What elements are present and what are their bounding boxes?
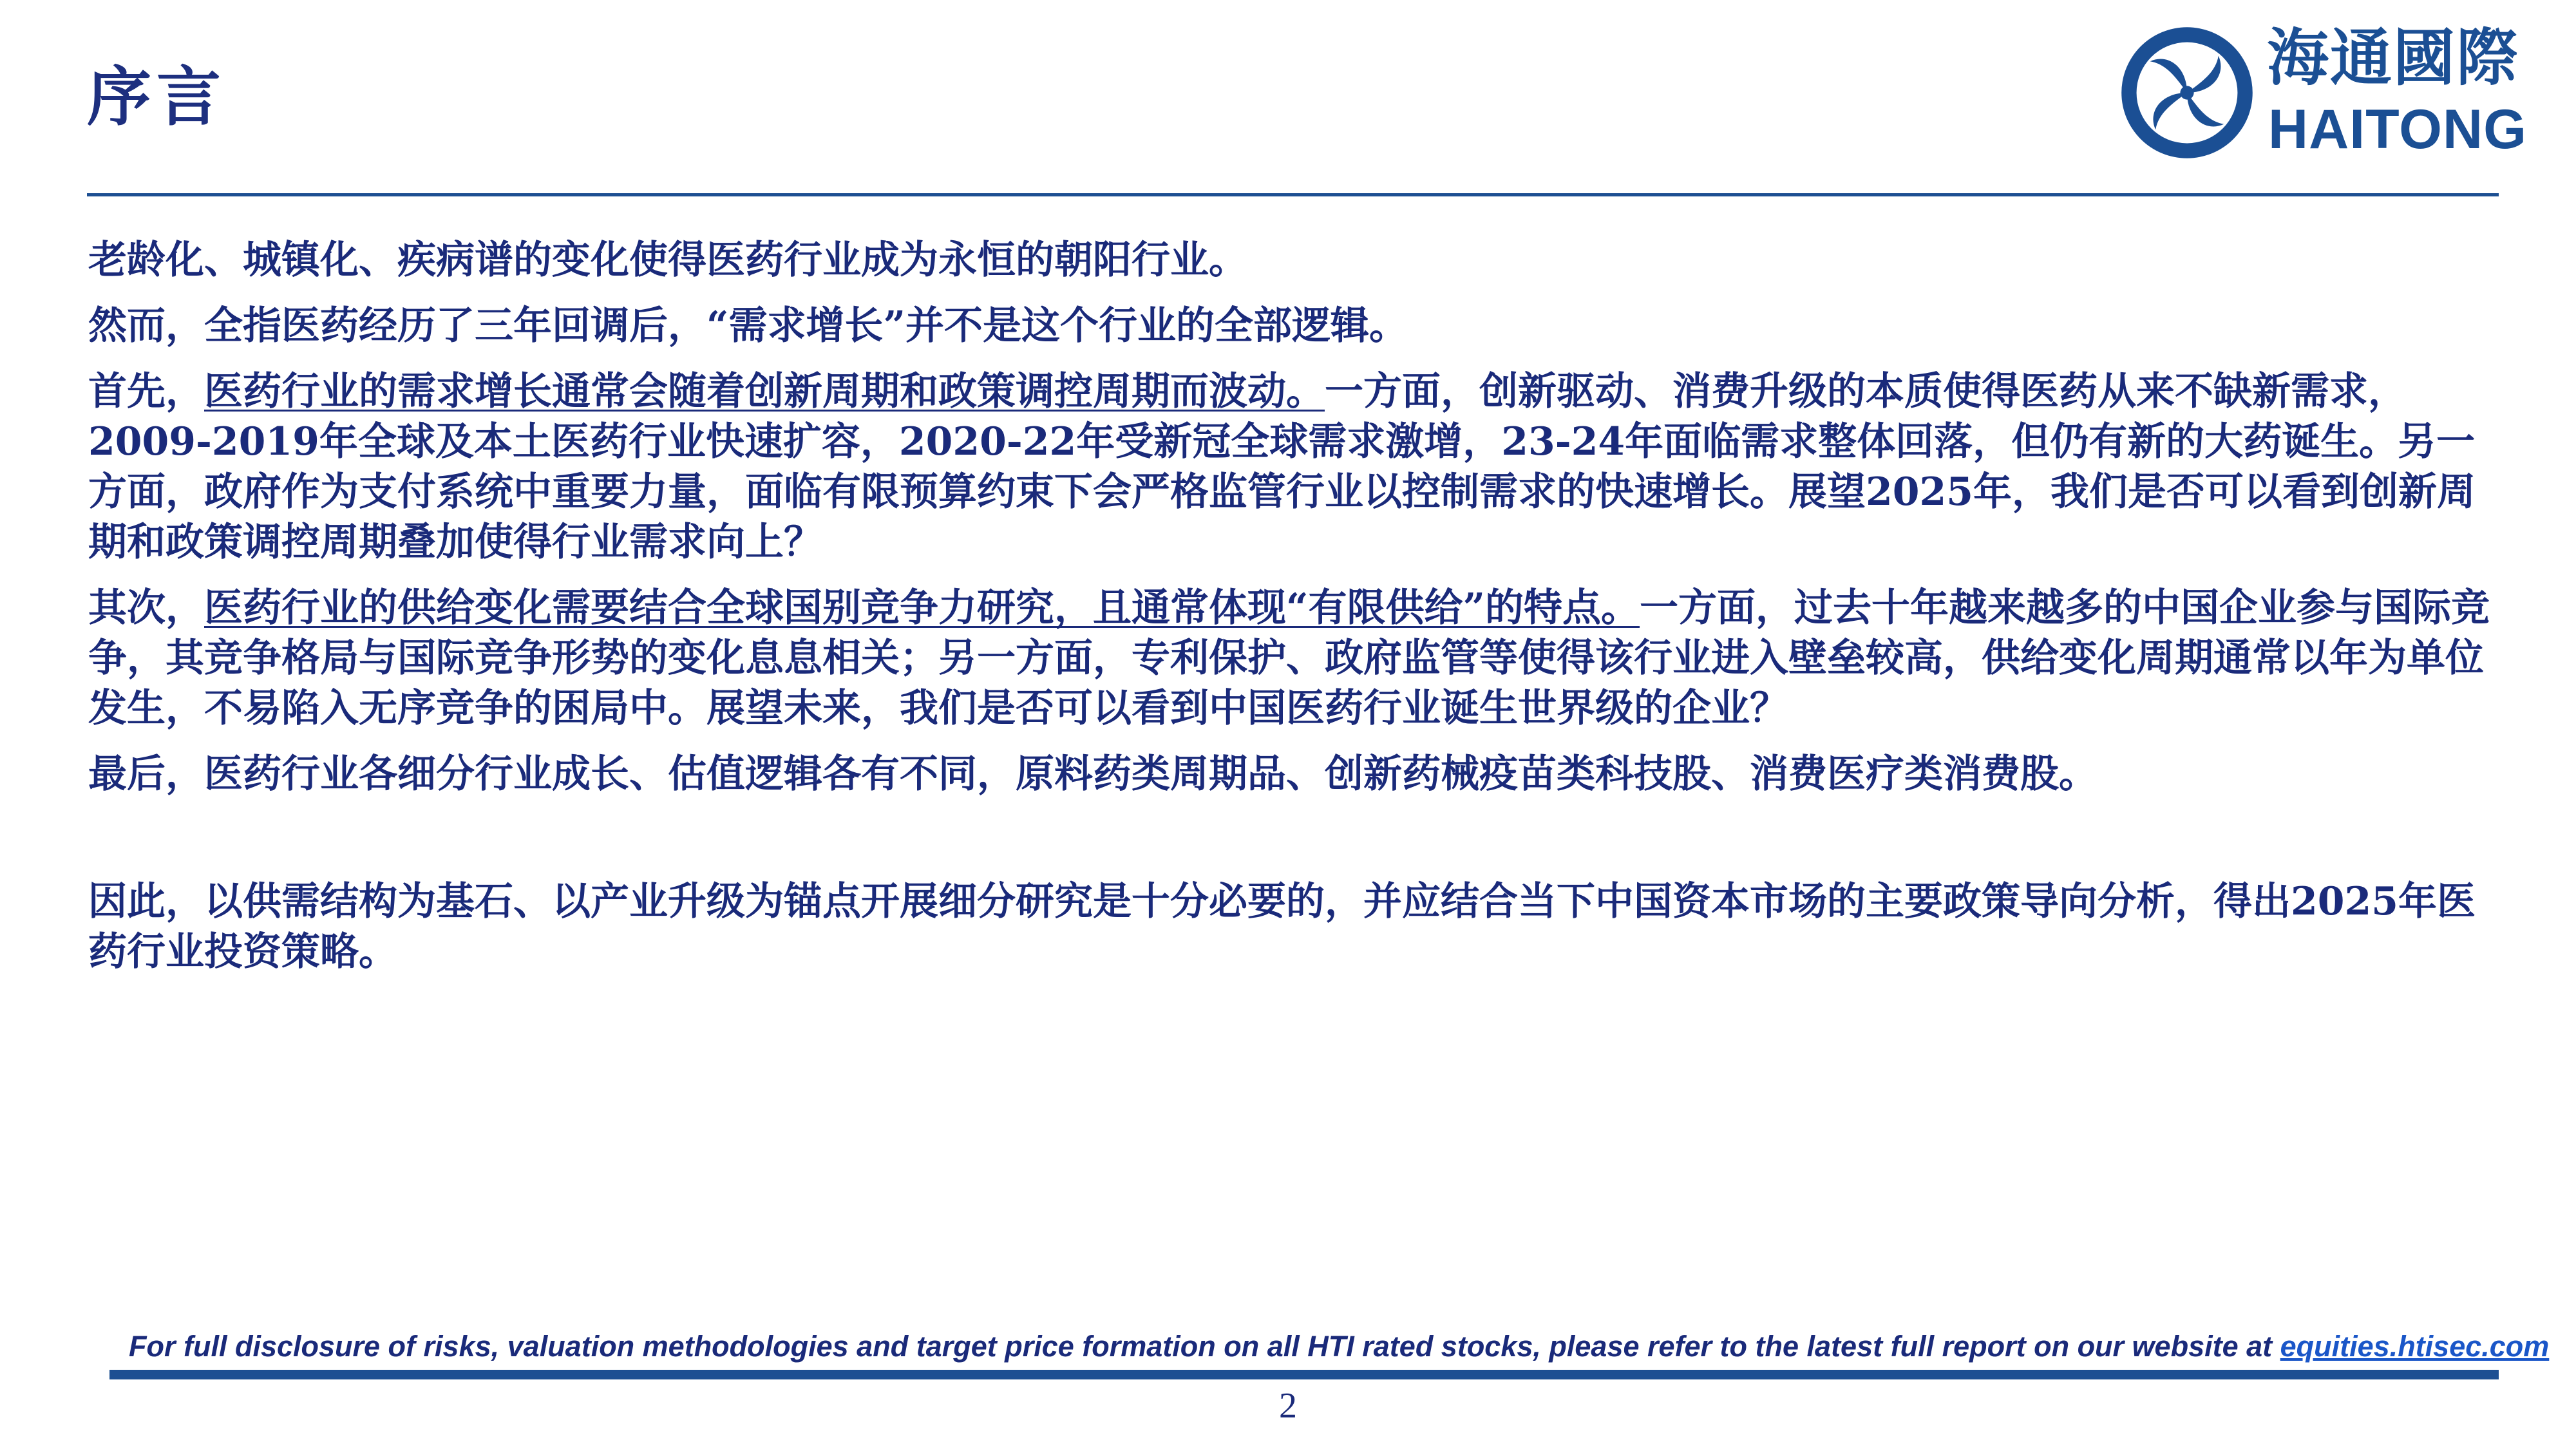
preface-body	[88, 235, 2500, 992]
haitong-logo	[2119, 22, 2527, 163]
footer-disclaimer	[129, 1332, 2549, 1361]
header-divider	[87, 193, 2499, 196]
paragraph-3-lead: 首先，	[88, 369, 204, 414]
page-title: 序言	[87, 59, 226, 135]
paragraph-4-lead: 其次，	[88, 585, 204, 630]
paragraph-3-highlight: 医药行业的需求增长通常会随着创新周期和政策调控周期而波动。	[204, 369, 1325, 414]
paragraph-4	[88, 583, 2500, 734]
paragraph-1: 老龄化、城镇化、疾病谱的变化使得医药行业成为永恒的朝阳行业。	[88, 238, 1247, 283]
page-number: 2	[1279, 1386, 1297, 1426]
website-link[interactable]: equities.htisec.com	[2280, 1330, 2550, 1363]
paragraph-3	[88, 366, 2500, 567]
paragraph-2: 然而，全指医药经历了三年回调后，“需求增长”并不是这个行业的全部逻辑。	[88, 303, 1408, 348]
paragraph-3-body: 一方面，创新驱动、消费升级的本质使得医药从来不缺新需求，2009-2019年全球及本土医药行业快速扩容，2020-22年受新冠全球需求激增，23-24年面临需求整体回落，但仍有新的大药诞生。另一方面，政府作为支付系统中重要力量，面临有限预算约束下会严格监管行业以控制需求的快速增长。展望2025年，我们是否可以看到创新周期和政策调控周期叠加使得行业需求向上？	[88, 369, 2476, 565]
logo-chinese-name: 海通國際	[2267, 22, 2519, 94]
disclaimer-text: For full disclosure of risks, valuation methodologies and target price formation on all HTI rated stocks, please refer to the latest full report on our website at	[129, 1330, 2280, 1363]
logo-english-name: HAITONG	[2268, 99, 2527, 160]
paragraph-4-highlight: 医药行业的供给变化需要结合全球国别竞争力研究，且通常体现“有限供给”的特点。	[204, 585, 1640, 630]
haitong-logo-icon	[2119, 24, 2255, 161]
paragraph-5: 最后，医药行业各细分行业成长、估值逻辑各有不同，原料药类周期品、创新药械疫苗类科技股、消费医疗类消费股。	[88, 752, 2098, 797]
paragraph-4-body: 一方面，过去十年越来越多的中国企业参与国际竞争，其竞争格局与国际竞争形势的变化息息相关；另一方面，专利保护、政府监管等使得该行业进入壁垒较高，供给变化周期通常以年为单位发生，不易陷入无序竞争的困局中。展望未来，我们是否可以看到中国医药行业诞生世界级的企业？	[88, 585, 2490, 731]
footer-divider	[109, 1370, 2499, 1379]
paragraph-6: 因此，以供需结构为基石、以产业升级为锚点开展细分研究是十分必要的，并应结合当下中国资本市场的主要政策导向分析，得出2025年医药行业投资策略。	[88, 879, 2476, 974]
